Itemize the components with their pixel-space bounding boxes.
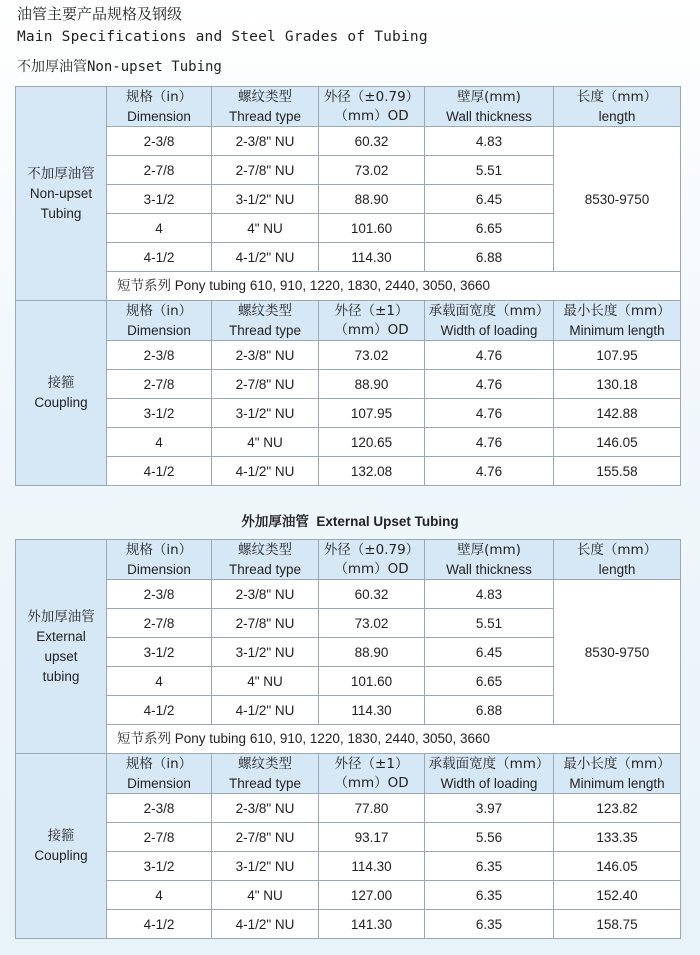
pony-label-cn: 短节系列 (117, 278, 171, 294)
table-cell: 3-1/2" NU (212, 185, 319, 214)
table-cell: 2-3/8 (107, 794, 212, 823)
table-cell: 2-7/8" NU (212, 823, 319, 852)
length-cell: 8530-9750 (554, 127, 681, 272)
coupling-header-row (16, 754, 681, 794)
table-cell: 114.30 (319, 243, 425, 272)
column-header: 壁厚(mm) Wall thickness (425, 87, 554, 127)
section-title-cn: 外加厚油管 (241, 514, 309, 530)
table-cell: 4.76 (425, 399, 554, 428)
table-cell: 4 (107, 428, 212, 457)
table-cell: 2-3/8" NU (212, 127, 319, 156)
table-cell: 3.97 (425, 794, 554, 823)
column-header: 外径（±1） （mm）OD (319, 301, 425, 341)
table-cell: 158.75 (554, 910, 681, 939)
table-cell: 141.30 (319, 910, 425, 939)
section-title-non-upset (17, 56, 222, 76)
column-header: 最小长度（mm） Minimum length (554, 754, 681, 794)
table-cell: 3-1/2 (107, 638, 212, 667)
table-row (16, 341, 681, 370)
section-label-tubing (16, 87, 107, 301)
table-cell: 93.17 (319, 823, 425, 852)
table-cell: 3-1/2 (107, 185, 212, 214)
column-header: 外径（±0.79） （mm）OD (319, 87, 425, 127)
table-cell: 6.65 (425, 214, 554, 243)
column-header: 规格（in） Dimension (107, 754, 212, 794)
table-cell: 146.05 (554, 852, 681, 881)
column-header: 螺纹类型 Thread type (212, 754, 319, 794)
column-header: 外径（±1） （mm）OD (319, 754, 425, 794)
table-cell: 4-1/2 (107, 910, 212, 939)
column-header: 长度（mm） length (554, 540, 681, 580)
table-cell: 2-7/8" NU (212, 370, 319, 399)
table-row (16, 428, 681, 457)
section-label-en-line: upset (44, 648, 78, 664)
table-cell: 73.02 (319, 341, 425, 370)
table-cell: 5.51 (425, 156, 554, 185)
column-header: 螺纹类型 Thread type (212, 87, 319, 127)
table-cell: 4-1/2" NU (212, 243, 319, 272)
table-cell: 3-1/2 (107, 399, 212, 428)
table-row (16, 794, 681, 823)
table-cell: 2-3/8 (107, 127, 212, 156)
tubing-header-row (16, 87, 681, 127)
table-cell: 2-3/8" NU (212, 794, 319, 823)
non-upset-tubing-table (15, 86, 681, 486)
section-label-tubing (16, 540, 107, 754)
section-label-en: Coupling (34, 848, 88, 863)
column-header: 长度（mm） length (554, 87, 681, 127)
table-row (16, 370, 681, 399)
table-cell: 2-7/8" NU (212, 156, 319, 185)
table-row (16, 823, 681, 852)
table-cell: 4" NU (212, 428, 319, 457)
tubing-header-row (16, 540, 681, 580)
section-title-external-upset (0, 510, 700, 530)
table-cell: 5.56 (425, 823, 554, 852)
table-cell: 3-1/2" NU (212, 399, 319, 428)
table-cell: 2-3/8" NU (212, 341, 319, 370)
pony-label-en: Pony tubing 610, 910, 1220, 1830, 2440, 3050, 3660 (174, 731, 491, 746)
table-cell: 4-1/2" NU (212, 457, 319, 486)
external-upset-tubing-table (15, 539, 681, 939)
table-row (16, 399, 681, 428)
section-label-cn: 接箍 (47, 375, 75, 391)
section-label-en: Coupling (34, 395, 88, 410)
table-cell: 6.88 (425, 696, 554, 725)
coupling-header-row (16, 301, 681, 341)
table-cell: 73.02 (319, 609, 425, 638)
table-cell: 123.82 (554, 794, 681, 823)
table-cell: 2-7/8" NU (212, 609, 319, 638)
table-cell: 107.95 (319, 399, 425, 428)
section-title-en: Non-upset Tubing (87, 59, 222, 75)
table-cell: 146.05 (554, 428, 681, 457)
table-cell: 3-1/2 (107, 852, 212, 881)
table-cell: 4-1/2 (107, 457, 212, 486)
section-title-cn: 不加厚油管 (17, 59, 87, 75)
table-cell: 4.76 (425, 457, 554, 486)
table-cell: 127.00 (319, 881, 425, 910)
table-cell: 6.65 (425, 667, 554, 696)
section-label-en-line: Tubing (40, 205, 82, 221)
table-cell: 88.90 (319, 370, 425, 399)
pony-label-cn: 短节系列 (117, 731, 171, 747)
table-cell: 4.83 (425, 580, 554, 609)
pony-tubing-cell (107, 272, 681, 301)
length-cell: 8530-9750 (554, 580, 681, 725)
section-label-en-line: External (36, 628, 86, 644)
table-cell: 132.08 (319, 457, 425, 486)
table-cell: 152.40 (554, 881, 681, 910)
section-label-cn: 不加厚油管 (27, 165, 95, 182)
column-header: 承载面宽度（mm） Width of loading (425, 301, 554, 341)
column-header: 螺纹类型 Thread type (212, 301, 319, 341)
table-cell: 3-1/2" NU (212, 852, 319, 881)
table-cell: 6.45 (425, 185, 554, 214)
table-cell: 2-7/8 (107, 156, 212, 185)
section-label-cn: 接箍 (47, 828, 75, 844)
table-cell: 133.35 (554, 823, 681, 852)
table-cell: 114.30 (319, 852, 425, 881)
table-cell: 6.35 (425, 881, 554, 910)
table-cell: 60.32 (319, 127, 425, 156)
column-header: 最小长度（mm） Minimum length (554, 301, 681, 341)
pony-tubing-cell (107, 725, 681, 754)
section-label-cn: 外加厚油管 (27, 608, 95, 625)
table-cell: 4-1/2" NU (212, 696, 319, 725)
table-cell: 4-1/2" NU (212, 910, 319, 939)
table-cell: 2-3/8 (107, 580, 212, 609)
table-cell: 77.80 (319, 794, 425, 823)
table-cell: 101.60 (319, 667, 425, 696)
table-cell: 6.88 (425, 243, 554, 272)
column-header: 规格（in） Dimension (107, 87, 212, 127)
table-cell: 4" NU (212, 667, 319, 696)
column-header: 规格（in） Dimension (107, 301, 212, 341)
section-label-en-line: Non-upset (29, 185, 93, 201)
table-cell: 2-3/8 (107, 341, 212, 370)
table-cell: 4 (107, 214, 212, 243)
section-title-en: External Upset Tubing (316, 514, 459, 529)
table-row (16, 580, 681, 609)
pony-tubing-row (16, 725, 681, 754)
page-title-cn: 油管主要产品规格及钢级 (17, 5, 183, 23)
table-cell: 2-7/8 (107, 823, 212, 852)
page-title-en: Main Specifications and Steel Grades of Tubing (17, 29, 428, 45)
table-cell: 4 (107, 667, 212, 696)
table-row (16, 910, 681, 939)
table-cell: 60.32 (319, 580, 425, 609)
table-cell: 114.30 (319, 696, 425, 725)
table-cell: 4" NU (212, 881, 319, 910)
pony-label-en: Pony tubing 610, 910, 1220, 1830, 2440, 3050, 3660 (174, 278, 491, 293)
table-cell: 4.76 (425, 428, 554, 457)
table-cell: 101.60 (319, 214, 425, 243)
table-cell: 5.51 (425, 609, 554, 638)
pony-tubing-row (16, 272, 681, 301)
table-cell: 4.83 (425, 127, 554, 156)
table-cell: 73.02 (319, 156, 425, 185)
table-cell: 4.76 (425, 341, 554, 370)
column-header: 规格（in） Dimension (107, 540, 212, 580)
table-cell: 88.90 (319, 185, 425, 214)
table-cell: 2-3/8" NU (212, 580, 319, 609)
table-cell: 155.58 (554, 457, 681, 486)
table-cell: 6.35 (425, 910, 554, 939)
table-row (16, 457, 681, 486)
table-cell: 3-1/2" NU (212, 638, 319, 667)
table-cell: 4.76 (425, 370, 554, 399)
table-cell: 120.65 (319, 428, 425, 457)
column-header: 壁厚(mm) Wall thickness (425, 540, 554, 580)
table-cell: 130.18 (554, 370, 681, 399)
table-cell: 4" NU (212, 214, 319, 243)
table-cell: 4-1/2 (107, 243, 212, 272)
table-row (16, 852, 681, 881)
section-label-coupling (16, 754, 107, 939)
table-cell: 4 (107, 881, 212, 910)
table-row (16, 127, 681, 156)
table-cell: 2-7/8 (107, 370, 212, 399)
table-cell: 107.95 (554, 341, 681, 370)
column-header: 外径（±0.79） （mm）OD (319, 540, 425, 580)
table-cell: 142.88 (554, 399, 681, 428)
table-row (16, 881, 681, 910)
table-cell: 6.35 (425, 852, 554, 881)
column-header: 承载面宽度（mm） Width of loading (425, 754, 554, 794)
table-cell: 88.90 (319, 638, 425, 667)
table-cell: 4-1/2 (107, 696, 212, 725)
column-header: 螺纹类型 Thread type (212, 540, 319, 580)
table-cell: 2-7/8 (107, 609, 212, 638)
section-label-en-line: tubing (42, 668, 80, 684)
section-label-coupling (16, 301, 107, 486)
table-cell: 6.45 (425, 638, 554, 667)
